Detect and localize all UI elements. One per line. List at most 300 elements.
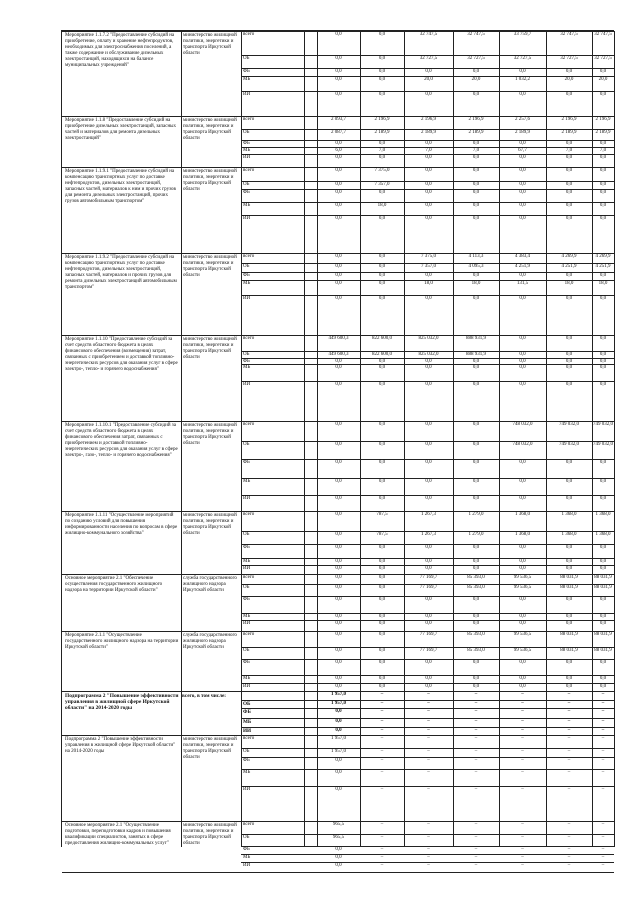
budget-value: 0,0 bbox=[335, 621, 342, 626]
budget-value: – bbox=[474, 701, 478, 706]
budget-value: 4 251,9 bbox=[561, 264, 577, 269]
budget-value: 0,0 bbox=[335, 182, 342, 187]
budget-value: 0,0 bbox=[599, 460, 607, 465]
budget-value: 0,0 bbox=[425, 69, 432, 74]
budget-value: 99 536,5 bbox=[513, 575, 532, 580]
budget-value: 0,0 bbox=[335, 203, 342, 208]
source-label: всего bbox=[243, 512, 255, 517]
budget-value: 0,0 bbox=[335, 660, 342, 665]
budget-value: – bbox=[474, 692, 478, 697]
source-label: ФБ bbox=[243, 69, 250, 74]
budget-value: – bbox=[601, 863, 605, 868]
budget-value: 0,0 bbox=[565, 614, 573, 619]
budget-value: 0,0 bbox=[599, 203, 607, 208]
budget-value: 0,0 bbox=[519, 496, 526, 501]
budget-value: 6,0 bbox=[335, 148, 342, 153]
budget-value: 0,0 bbox=[378, 585, 386, 590]
budget-value: 0,0 bbox=[519, 676, 526, 681]
budget-value: 0,0 bbox=[565, 359, 573, 364]
budget-value: – bbox=[427, 822, 430, 827]
budget-value: – bbox=[521, 701, 524, 706]
measure-title: Подпрограмма 2 "Повышение эффективности управления в жилищной сфере Иркутской области" на 2014-2020 годы bbox=[65, 693, 179, 711]
budget-value: 1 279,0 bbox=[468, 532, 484, 537]
budget-value: 0,0 bbox=[565, 190, 573, 195]
budget-value: 7,0 bbox=[472, 148, 480, 153]
budget-value: – bbox=[601, 822, 605, 827]
source-label: всего bbox=[243, 336, 255, 341]
budget-value: 0,0 bbox=[472, 216, 480, 221]
budget-value: – bbox=[567, 701, 571, 706]
budget-value: – bbox=[521, 770, 524, 775]
budget-value: – bbox=[601, 787, 605, 792]
budget-value: 0,0 bbox=[335, 719, 342, 724]
source-label: ОБ bbox=[243, 442, 250, 447]
budget-value: 0,0 bbox=[565, 479, 573, 484]
budget-value: 0,0 bbox=[425, 566, 432, 571]
budget-value: 85 393,0 bbox=[467, 632, 485, 637]
budget-value: 0,0 bbox=[599, 597, 607, 602]
budget-value: 888 931,9 bbox=[466, 336, 486, 341]
measure-title: Мероприятие 1.1.9.1 "Предоставление субсидий на компенсацию транспортных услуг по доставке нефтепродуктов, дизельных электростанций, запасных частей, материалов к ним и прочих грузов для ремонта дизельных электростанций, прочих грузов автомобильным транспортом" bbox=[65, 169, 176, 204]
budget-value: 0,0 bbox=[335, 141, 342, 146]
source-label: ИИ bbox=[243, 382, 251, 387]
budget-value: 0,0 bbox=[335, 758, 342, 763]
budget-value: 1 267,3 bbox=[421, 512, 436, 517]
budget-value: 0,0 bbox=[472, 296, 480, 301]
budget-value: 77 169,7 bbox=[419, 632, 438, 637]
budget-value: – bbox=[601, 709, 605, 714]
source-label: ИИ bbox=[243, 728, 252, 734]
budget-value: 0,0 bbox=[472, 597, 480, 602]
budget-value: 0,0 bbox=[378, 621, 386, 626]
executor-name: министерство жилищной политики, энергетики и транспорта Иркутской области bbox=[183, 33, 237, 56]
budget-value: 0,0 bbox=[565, 203, 573, 208]
budget-value: 0,0 bbox=[425, 168, 432, 173]
budget-value: 0,0 bbox=[378, 479, 386, 484]
budget-value: 0,0 bbox=[472, 422, 480, 427]
budget-value: – bbox=[567, 736, 571, 741]
source-label: ОБ bbox=[243, 749, 250, 754]
budget-value: 0,0 bbox=[378, 264, 386, 269]
source-label: ОБ bbox=[243, 532, 250, 537]
budget-value: 7,0 bbox=[425, 148, 432, 153]
budget-value: 0,0 bbox=[425, 496, 432, 501]
source-label: ФБ bbox=[243, 597, 250, 602]
budget-value: – bbox=[521, 692, 524, 697]
budget-value: 0,0 bbox=[565, 216, 573, 221]
budget-value: 0,0 bbox=[472, 566, 480, 571]
budget-value: 0,0 bbox=[565, 92, 573, 97]
budget-value: 2 196,9 bbox=[595, 117, 611, 122]
budget-value: 0,0 bbox=[335, 545, 342, 550]
source-label: ОБ bbox=[243, 648, 250, 653]
budget-value: 0,0 bbox=[565, 621, 573, 626]
budget-value: 0,0 bbox=[599, 336, 607, 341]
budget-value: – bbox=[567, 847, 571, 852]
budget-value: – bbox=[567, 758, 571, 763]
budget-value: 749 032,0 bbox=[593, 442, 613, 447]
source-label: ИИ bbox=[243, 496, 251, 501]
budget-value: 0,0 bbox=[565, 182, 573, 187]
budget-value: 0,0 bbox=[472, 190, 480, 195]
budget-value: 825 032,0 bbox=[418, 352, 439, 357]
budget-value: – bbox=[521, 728, 524, 733]
budget-value: 0,0 bbox=[472, 203, 480, 208]
budget-value: 0,0 bbox=[599, 621, 607, 626]
budget-value: 449 600,3 bbox=[328, 352, 349, 357]
budget-value: 0,0 bbox=[378, 559, 386, 564]
budget-value: 0,0 bbox=[425, 559, 432, 564]
budget-value: 0,0 bbox=[378, 676, 386, 681]
budget-value: 20,0 bbox=[598, 77, 608, 82]
budget-value: – bbox=[521, 758, 524, 763]
budget-value: 0,0 bbox=[425, 621, 432, 626]
budget-value: 0,0 bbox=[472, 141, 480, 146]
budget-value: 1 957,0 bbox=[331, 749, 346, 754]
budget-value: – bbox=[474, 728, 478, 733]
budget-value: 0,0 bbox=[425, 545, 432, 550]
budget-value: – bbox=[474, 719, 478, 724]
budget-value: 0,0 bbox=[378, 460, 386, 465]
budget-value: 0,0 bbox=[599, 382, 607, 387]
measure-title: Мероприятие 1.1.7.2 "Предоставление субсидий на приобретение, оплату и хранение нефтепродуктов, необходимых для электроснабжения поселений, а также содержание и обслуживание дизельных электростанций, находящихся на балансе муниципальных учреждений" bbox=[65, 33, 175, 68]
budget-value: 67,7 bbox=[518, 148, 527, 153]
budget-value: 888 931,9 bbox=[466, 352, 486, 357]
budget-value: – bbox=[474, 835, 478, 840]
budget-value: 4 251,9 bbox=[515, 264, 530, 269]
budget-value: 0,0 bbox=[335, 512, 342, 517]
budget-value: 0,0 bbox=[472, 182, 480, 187]
source-label: ОБ bbox=[243, 56, 250, 61]
executor-name: министерство жилищной политики, энергетики и транспорта Иркутской области bbox=[183, 423, 237, 446]
executor-name: министерство жилищной политики, энергетики и транспорта Иркутской области bbox=[183, 255, 237, 278]
budget-value: – bbox=[427, 749, 430, 754]
measure-title: Мероприятие 2.1.1 "Осуществление государственного жилищного надзора на территории Иркутской области" bbox=[65, 633, 179, 650]
budget-value: 32 747,5 bbox=[467, 32, 485, 37]
source-label: ИИ bbox=[243, 684, 251, 689]
budget-value: – bbox=[474, 855, 478, 860]
budget-value: 88 031,9 bbox=[560, 585, 578, 590]
budget-value: 4 269,9 bbox=[561, 254, 577, 259]
budget-value: 0,0 bbox=[335, 676, 342, 681]
budget-value: 88 031,9 bbox=[594, 632, 612, 637]
budget-value: 0,0 bbox=[425, 182, 432, 187]
budget-value: 0,0 bbox=[378, 545, 386, 550]
budget-value: – bbox=[521, 822, 524, 827]
budget-value: 0,0 bbox=[472, 92, 480, 97]
budget-value: 0,0 bbox=[472, 69, 480, 74]
budget-value: 2 196,9 bbox=[561, 117, 577, 122]
measure-title: Мероприятие 1.1.10.1 "Предоставление субсидий за счет средств областного бюджета в целях финансового обеспечения затрат, связанных с приобретением и доставкой топливно-энергетических ресурсов для оказания услуг в сфере электро-, газо-, тепло- и горячего водоснабжения" bbox=[65, 423, 178, 458]
source-label: МБ bbox=[243, 770, 251, 775]
budget-value: 0,0 bbox=[472, 496, 480, 501]
budget-value: 0,0 bbox=[565, 352, 573, 357]
budget-value: 1 368,0 bbox=[515, 512, 530, 517]
budget-value: 0,0 bbox=[599, 359, 607, 364]
budget-value: 0,0 bbox=[425, 597, 432, 602]
budget-value: 0,0 bbox=[519, 479, 526, 484]
budget-value: 2 189,9 bbox=[561, 130, 577, 135]
budget-value: 0,0 bbox=[519, 69, 526, 74]
budget-value: – bbox=[380, 719, 384, 724]
budget-value: – bbox=[380, 770, 384, 775]
budget-value: 0,0 bbox=[519, 352, 526, 357]
budget-value: 0,0 bbox=[519, 168, 526, 173]
budget-value: 20,0 bbox=[471, 77, 481, 82]
budget-value: 0,0 bbox=[425, 190, 432, 195]
source-label: всего bbox=[243, 422, 255, 427]
budget-value: 18,0 bbox=[598, 281, 608, 286]
budget-value: 2 189,9 bbox=[595, 130, 611, 135]
budget-value: 0,0 bbox=[599, 566, 607, 571]
budget-value: 787,5 bbox=[376, 532, 388, 537]
source-label: ФБ bbox=[243, 141, 250, 146]
budget-value: 0,0 bbox=[519, 382, 526, 387]
budget-value: 0,0 bbox=[599, 614, 607, 619]
budget-value: 18,0 bbox=[564, 281, 574, 286]
source-label: ФБ bbox=[243, 545, 250, 550]
budget-value: 0,0 bbox=[425, 296, 432, 301]
budget-value: 0,0 bbox=[599, 182, 607, 187]
budget-value: 0,0 bbox=[472, 621, 480, 626]
budget-value: 0,0 bbox=[378, 190, 386, 195]
budget-value: – bbox=[601, 835, 605, 840]
budget-value: 88 031,9 bbox=[594, 648, 612, 653]
budget-value: 0,0 bbox=[378, 442, 386, 447]
budget-value: 0,0 bbox=[519, 359, 526, 364]
budget-value: 0,0 bbox=[565, 676, 573, 681]
budget-value: 0,0 bbox=[599, 92, 607, 97]
budget-value: 0,0 bbox=[472, 559, 480, 564]
budget-value: 4 095,3 bbox=[468, 264, 484, 269]
budget-value: 77 169,7 bbox=[419, 585, 438, 590]
budget-value: 0,0 bbox=[519, 597, 526, 602]
budget-value: 0,0 bbox=[425, 460, 432, 465]
budget-value: 0,0 bbox=[519, 273, 526, 278]
budget-value: 0,0 bbox=[425, 155, 432, 160]
budget-value: 0,0 bbox=[335, 77, 342, 82]
budget-value: 0,0 bbox=[378, 296, 386, 301]
budget-value: 1 267,3 bbox=[421, 532, 436, 537]
budget-value: – bbox=[427, 855, 430, 860]
source-label: ОБ bbox=[243, 182, 250, 187]
budget-value: 7,0 bbox=[565, 148, 573, 153]
budget-value: 88 031,9 bbox=[594, 575, 612, 580]
budget-value: 88 031,9 bbox=[560, 575, 578, 580]
budget-value: 2 093,7 bbox=[331, 117, 346, 122]
budget-value: – bbox=[521, 847, 524, 852]
budget-value: 0,0 bbox=[599, 684, 607, 689]
budget-value: 32 727,5 bbox=[560, 56, 578, 61]
budget-value: 0,0 bbox=[472, 382, 480, 387]
budget-value: – bbox=[601, 719, 605, 724]
budget-value: 0,0 bbox=[519, 621, 526, 626]
budget-value: 0,0 bbox=[425, 203, 432, 208]
budget-value: 0,0 bbox=[519, 203, 526, 208]
measure-title: Подпрограмма 2 "Повышение эффективности управления в жилищной сфере Иркутской области" на 2014-2020 годы bbox=[65, 737, 176, 754]
budget-value: 0,0 bbox=[335, 273, 342, 278]
budget-value: 0,0 bbox=[378, 92, 386, 97]
executor-name: министерство жилищной политики, энергетики и транспорта Иркутской области bbox=[183, 337, 237, 360]
budget-value: 2 087,7 bbox=[331, 130, 346, 135]
budget-value: – bbox=[601, 855, 605, 860]
budget-value: 0,0 bbox=[472, 479, 480, 484]
budget-value: – bbox=[567, 749, 571, 754]
budget-value: – bbox=[380, 701, 384, 706]
budget-value: – bbox=[521, 709, 524, 714]
budget-value: – bbox=[427, 863, 430, 868]
budget-value: 0,0 bbox=[519, 460, 526, 465]
budget-value: 1 957,0 bbox=[331, 692, 346, 697]
budget-value: 0,0 bbox=[378, 359, 386, 364]
budget-value: 7 357,0 bbox=[421, 264, 436, 269]
budget-value: – bbox=[474, 709, 478, 714]
source-label: МБ bbox=[243, 614, 251, 619]
source-label: всего bbox=[243, 736, 255, 741]
budget-value: – bbox=[380, 822, 384, 827]
budget-value: 0,0 bbox=[599, 559, 607, 564]
budget-value: 0,0 bbox=[425, 359, 432, 364]
budget-value: 0,0 bbox=[519, 216, 526, 221]
executor-name: министерство жилищной политики, энергетики и транспорта Иркутской области bbox=[183, 737, 237, 760]
budget-value: 0,0 bbox=[599, 168, 607, 173]
source-label: ОБ bbox=[243, 701, 251, 707]
budget-value: 749 032,0 bbox=[559, 422, 579, 427]
budget-value: 0,0 bbox=[599, 365, 607, 370]
budget-value: 85 393,0 bbox=[467, 585, 485, 590]
budget-value: 0,0 bbox=[335, 296, 342, 301]
budget-value: 0,0 bbox=[565, 69, 573, 74]
budget-value: 85 393,0 bbox=[467, 648, 485, 653]
measure-title: Мероприятие 1.1.8 "Предоставление субсидий на приобретение дизельных электростанций, запасных частей и материалов для ремонта дизельных электростанций" bbox=[65, 118, 176, 141]
budget-value: – bbox=[567, 719, 571, 724]
budget-value: – bbox=[601, 692, 605, 697]
budget-value: 822 600,0 bbox=[372, 352, 392, 357]
budget-value: 0,0 bbox=[599, 479, 607, 484]
budget-value: 0,0 bbox=[519, 365, 526, 370]
budget-value: – bbox=[521, 749, 524, 754]
budget-value: 0,0 bbox=[472, 684, 480, 689]
budget-value: – bbox=[601, 847, 605, 852]
budget-value: 32 747,5 bbox=[419, 32, 438, 37]
budget-value: 0,0 bbox=[335, 728, 342, 733]
source-label: ФБ bbox=[243, 460, 250, 465]
budget-value: 0,0 bbox=[519, 559, 526, 564]
budget-value: 0,0 bbox=[425, 216, 432, 221]
source-label: МБ bbox=[243, 148, 251, 153]
budget-value: 0,0 bbox=[335, 863, 342, 868]
budget-value: 0,0 bbox=[378, 281, 386, 286]
source-label: ОБ bbox=[243, 352, 250, 357]
budget-value: 0,0 bbox=[425, 422, 432, 427]
budget-value: 2 196,9 bbox=[468, 117, 484, 122]
budget-value: 32 727,5 bbox=[513, 56, 532, 61]
budget-value: 0,0 bbox=[335, 585, 342, 590]
budget-value: 0,0 bbox=[425, 92, 432, 97]
budget-value: – bbox=[521, 787, 524, 792]
budget-value: 965,5 bbox=[332, 835, 345, 840]
budget-value: 18,0 bbox=[471, 281, 481, 286]
budget-value: 0,0 bbox=[519, 182, 526, 187]
source-label: МБ bbox=[243, 365, 251, 370]
budget-value: 0,0 bbox=[335, 281, 342, 286]
budget-value: 4 113,3 bbox=[468, 254, 484, 259]
budget-value: – bbox=[427, 709, 430, 714]
budget-value: 0,0 bbox=[519, 660, 526, 665]
budget-value: 0,0 bbox=[425, 614, 432, 619]
budget-value: 1 032,2 bbox=[515, 77, 530, 82]
budget-value: 0,0 bbox=[378, 77, 386, 82]
budget-value: – bbox=[427, 835, 430, 840]
budget-value: 4 269,9 bbox=[595, 254, 611, 259]
budget-value: 88 031,9 bbox=[560, 632, 578, 637]
budget-value: 0,0 bbox=[599, 545, 607, 550]
budget-value: 0,0 bbox=[425, 273, 432, 278]
source-label: всего bbox=[243, 117, 255, 122]
source-label: всего bbox=[243, 632, 255, 637]
budget-value: 0,0 bbox=[599, 496, 607, 501]
budget-value: – bbox=[427, 758, 430, 763]
source-label: ОБ bbox=[243, 835, 250, 840]
source-label: ФБ bbox=[243, 660, 250, 665]
budget-value: – bbox=[427, 719, 430, 724]
budget-value: 0,0 bbox=[425, 660, 432, 665]
budget-value: 0,0 bbox=[472, 365, 480, 370]
budget-value: 1 368,0 bbox=[595, 512, 611, 517]
budget-value: 0,0 bbox=[565, 168, 573, 173]
budget-value: 0,0 bbox=[378, 496, 386, 501]
budget-value: 77 169,7 bbox=[419, 648, 438, 653]
budget-value: 822 600,0 bbox=[372, 336, 392, 341]
budget-value: 0,0 bbox=[519, 566, 526, 571]
budget-value: 0,0 bbox=[335, 382, 342, 387]
budget-value: 4 383,4 bbox=[515, 254, 530, 259]
budget-value: – bbox=[427, 787, 430, 792]
budget-value: 0,0 bbox=[335, 155, 342, 160]
budget-value: 0,0 bbox=[519, 545, 526, 550]
budget-value: – bbox=[521, 855, 524, 860]
source-label: ИИ bbox=[243, 155, 251, 160]
budget-value: 0,0 bbox=[335, 56, 342, 61]
budget-value: – bbox=[521, 736, 524, 741]
measure-title: Основное мероприятие 2.1 "Осуществление подготовки, переподготовки кадров и повышения квалификации специалистов, занятых в сфере предоставления жилищно-коммунальных услуг" bbox=[65, 823, 171, 846]
budget-value: 0,0 bbox=[335, 614, 342, 619]
budget-value: 2 189,9 bbox=[515, 130, 530, 135]
budget-value: 0,0 bbox=[335, 496, 342, 501]
executor-name: служба государственного жилищного надзора Иркутской области bbox=[183, 633, 237, 650]
budget-value: – bbox=[380, 749, 384, 754]
budget-value: – bbox=[567, 835, 571, 840]
budget-value: 0,0 bbox=[425, 479, 432, 484]
budget-value: 0,0 bbox=[378, 684, 386, 689]
budget-value: 0,0 bbox=[519, 614, 526, 619]
budget-value: 0,0 bbox=[599, 69, 607, 74]
budget-value: 0,0 bbox=[378, 216, 386, 221]
budget-value: 0,0 bbox=[565, 273, 573, 278]
budget-value: 0,0 bbox=[565, 382, 573, 387]
budget-value: 0,0 bbox=[378, 648, 386, 653]
budget-value: 0,0 bbox=[378, 575, 386, 580]
budget-value: – bbox=[427, 847, 430, 852]
budget-value: 0,0 bbox=[335, 422, 342, 427]
source-label: МБ bbox=[243, 676, 251, 681]
source-label: ФБ bbox=[243, 847, 250, 852]
budget-value: – bbox=[601, 736, 605, 741]
budget-value: 0,0 bbox=[378, 660, 386, 665]
budget-value: 0,0 bbox=[335, 168, 342, 173]
budget-value: 0,0 bbox=[335, 264, 342, 269]
budget-value: – bbox=[601, 701, 605, 706]
